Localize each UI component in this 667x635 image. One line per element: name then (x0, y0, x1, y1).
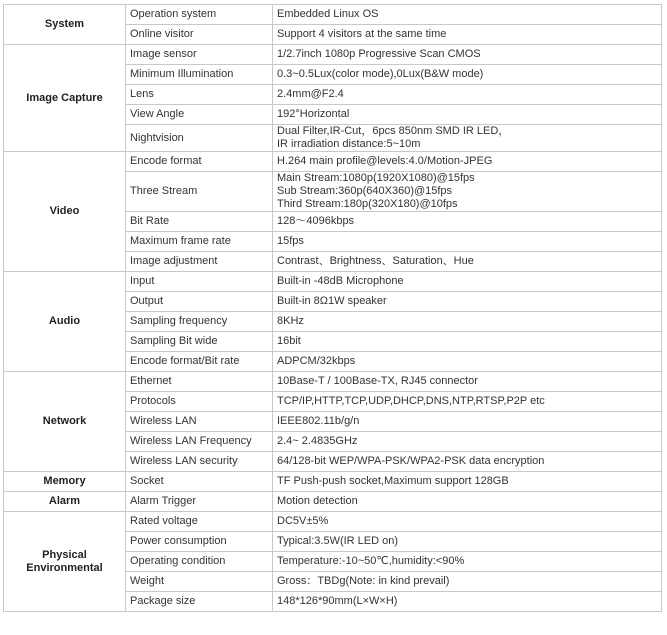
parameter-value: 2.4~ 2.4835GHz (277, 435, 358, 447)
parameter-value-cell (273, 592, 662, 612)
parameter-value-cell (273, 152, 662, 172)
category-label: Audio (48, 315, 81, 327)
parameter-value: Built-in -48dB Microphone (277, 275, 404, 287)
parameter-name: Sampling Bit wide (126, 332, 273, 352)
parameter-value: Built-in 8Ω1W speaker (277, 295, 387, 307)
parameter-value-cell (273, 125, 662, 152)
spec-table (3, 4, 662, 612)
parameter-value: 148*126*90mm(L×W×H) (277, 595, 398, 607)
spec-row (4, 472, 662, 492)
category-label: Video (49, 205, 80, 217)
category-cell (4, 512, 126, 612)
parameter-name: Socket (126, 472, 273, 492)
parameter-value: 2.4mm@F2.4 (277, 88, 344, 100)
parameter-value: Main Stream:1080p(1920X1080)@15fps Sub Stream:360p(640X360)@15fps Third Stream:180p(320X180)@10fps (277, 172, 475, 210)
parameter-name: Encode format (126, 152, 273, 172)
parameter-value: Temperature:-10~50℃,humidity:<90% (277, 555, 465, 567)
parameter-value-cell (273, 212, 662, 232)
parameter-value-cell (273, 512, 662, 532)
parameter-value: IEEE802.11b/g/n (277, 415, 360, 427)
parameter-name: Maximum frame rate (126, 232, 273, 252)
spec-row (4, 512, 662, 532)
parameter-value-cell (273, 232, 662, 252)
parameter-value-cell (273, 312, 662, 332)
parameter-value-cell (273, 85, 662, 105)
parameter-name: Input (126, 272, 273, 292)
parameter-name: Lens (126, 85, 273, 105)
parameter-value-cell (273, 432, 662, 452)
parameter-value-cell (273, 412, 662, 432)
parameter-value-cell (273, 552, 662, 572)
parameter-name: Weight (126, 572, 273, 592)
parameter-value: 192°Horizontal (277, 108, 350, 120)
parameter-name: Three Stream (126, 172, 273, 212)
parameter-name: Online visitor (126, 25, 273, 45)
parameter-value-cell (273, 292, 662, 312)
parameter-value: Gross：TBDg(Note: in kind prevail) (277, 575, 450, 587)
parameter-value-cell (273, 5, 662, 25)
parameter-value: Typical:3.5W(IR LED on) (277, 535, 399, 547)
parameter-value-cell (273, 105, 662, 125)
parameter-value-cell (273, 452, 662, 472)
parameter-value: 64/128-bit WEP/WPA-PSK/WPA2-PSK data encryption (277, 455, 545, 467)
parameter-name: Operation system (126, 5, 273, 25)
parameter-name: Operating condition (126, 552, 273, 572)
category-cell (4, 5, 126, 45)
category-label: Memory (43, 475, 86, 487)
parameter-value: 16bit (277, 335, 301, 347)
category-cell (4, 492, 126, 512)
parameter-value: 8KHz (277, 315, 304, 327)
category-label: Image Capture (26, 91, 103, 104)
parameter-value: DC5V±5% (277, 515, 329, 527)
parameter-value-cell (273, 492, 662, 512)
parameter-value-cell (273, 532, 662, 552)
spec-row (4, 372, 662, 392)
spec-row (4, 45, 662, 65)
parameter-value-cell (273, 572, 662, 592)
parameter-value: Dual Filter,IR-Cut，6pcs 850nm SMD IR LED， IR irradiation distance:5~10m (277, 125, 510, 150)
parameter-name: Minimum Illumination (126, 65, 273, 85)
category-cell (4, 272, 126, 372)
parameter-value: TF Push-push socket,Maximum support 128GB (277, 475, 509, 487)
category-cell (4, 45, 126, 152)
parameter-name: Image adjustment (126, 252, 273, 272)
parameter-name: Ethernet (126, 372, 273, 392)
parameter-value-cell (273, 272, 662, 292)
spec-table-body (4, 5, 662, 612)
spec-row (4, 5, 662, 25)
parameter-value: H.264 main profile@levels:4.0/Motion-JPEG (277, 155, 493, 167)
parameter-value: 128～4096kbps (277, 215, 355, 227)
parameter-name: Image sensor (126, 45, 273, 65)
parameter-name: Sampling frequency (126, 312, 273, 332)
parameter-value-cell (273, 472, 662, 492)
parameter-value: 1/2.7inch 1080p Progressive Scan CMOS (277, 48, 481, 60)
category-cell (4, 152, 126, 272)
parameter-name: Alarm Trigger (126, 492, 273, 512)
parameter-value-cell (273, 45, 662, 65)
category-cell (4, 472, 126, 492)
parameter-name: Power consumption (126, 532, 273, 552)
parameter-value-cell (273, 65, 662, 85)
parameter-name: Wireless LAN (126, 412, 273, 432)
parameter-value: Embedded Linux OS (277, 8, 379, 20)
parameter-value-cell (273, 25, 662, 45)
category-label: Network (42, 415, 87, 427)
category-label: Physical Environmental (26, 548, 103, 574)
parameter-name: Protocols (126, 392, 273, 412)
parameter-name: Encode format/Bit rate (126, 352, 273, 372)
parameter-value-cell (273, 372, 662, 392)
category-label: System (44, 18, 85, 30)
parameter-value: Contrast、Brightness、Saturation、Hue (277, 255, 474, 267)
parameter-value: Motion detection (277, 495, 358, 507)
parameter-name: Wireless LAN Frequency (126, 432, 273, 452)
parameter-name: Output (126, 292, 273, 312)
parameter-value-cell (273, 352, 662, 372)
parameter-value-cell (273, 172, 662, 212)
parameter-value: Support 4 visitors at the same time (277, 28, 447, 40)
spec-row (4, 272, 662, 292)
category-cell (4, 372, 126, 472)
parameter-value: 0.3~0.5Lux(color mode),0Lux(B&W mode) (277, 68, 484, 80)
category-label: Alarm (48, 495, 81, 507)
parameter-name: Nightvision (126, 125, 273, 152)
parameter-value: TCP/IP,HTTP,TCP,UDP,DHCP,DNS,NTP,RTSP,P2P etc (277, 395, 545, 407)
parameter-name: View Angle (126, 105, 273, 125)
parameter-name: Package size (126, 592, 273, 612)
spec-row (4, 492, 662, 512)
parameter-name: Bit Rate (126, 212, 273, 232)
parameter-name: Rated voltage (126, 512, 273, 532)
parameter-value: ADPCM/32kbps (277, 355, 356, 367)
spec-row (4, 152, 662, 172)
parameter-value-cell (273, 392, 662, 412)
parameter-value-cell (273, 252, 662, 272)
parameter-value: 10Base-T / 100Base-TX, RJ45 connector (277, 375, 478, 387)
parameter-value-cell (273, 332, 662, 352)
parameter-name: Wireless LAN security (126, 452, 273, 472)
parameter-value: 15fps (277, 235, 304, 247)
